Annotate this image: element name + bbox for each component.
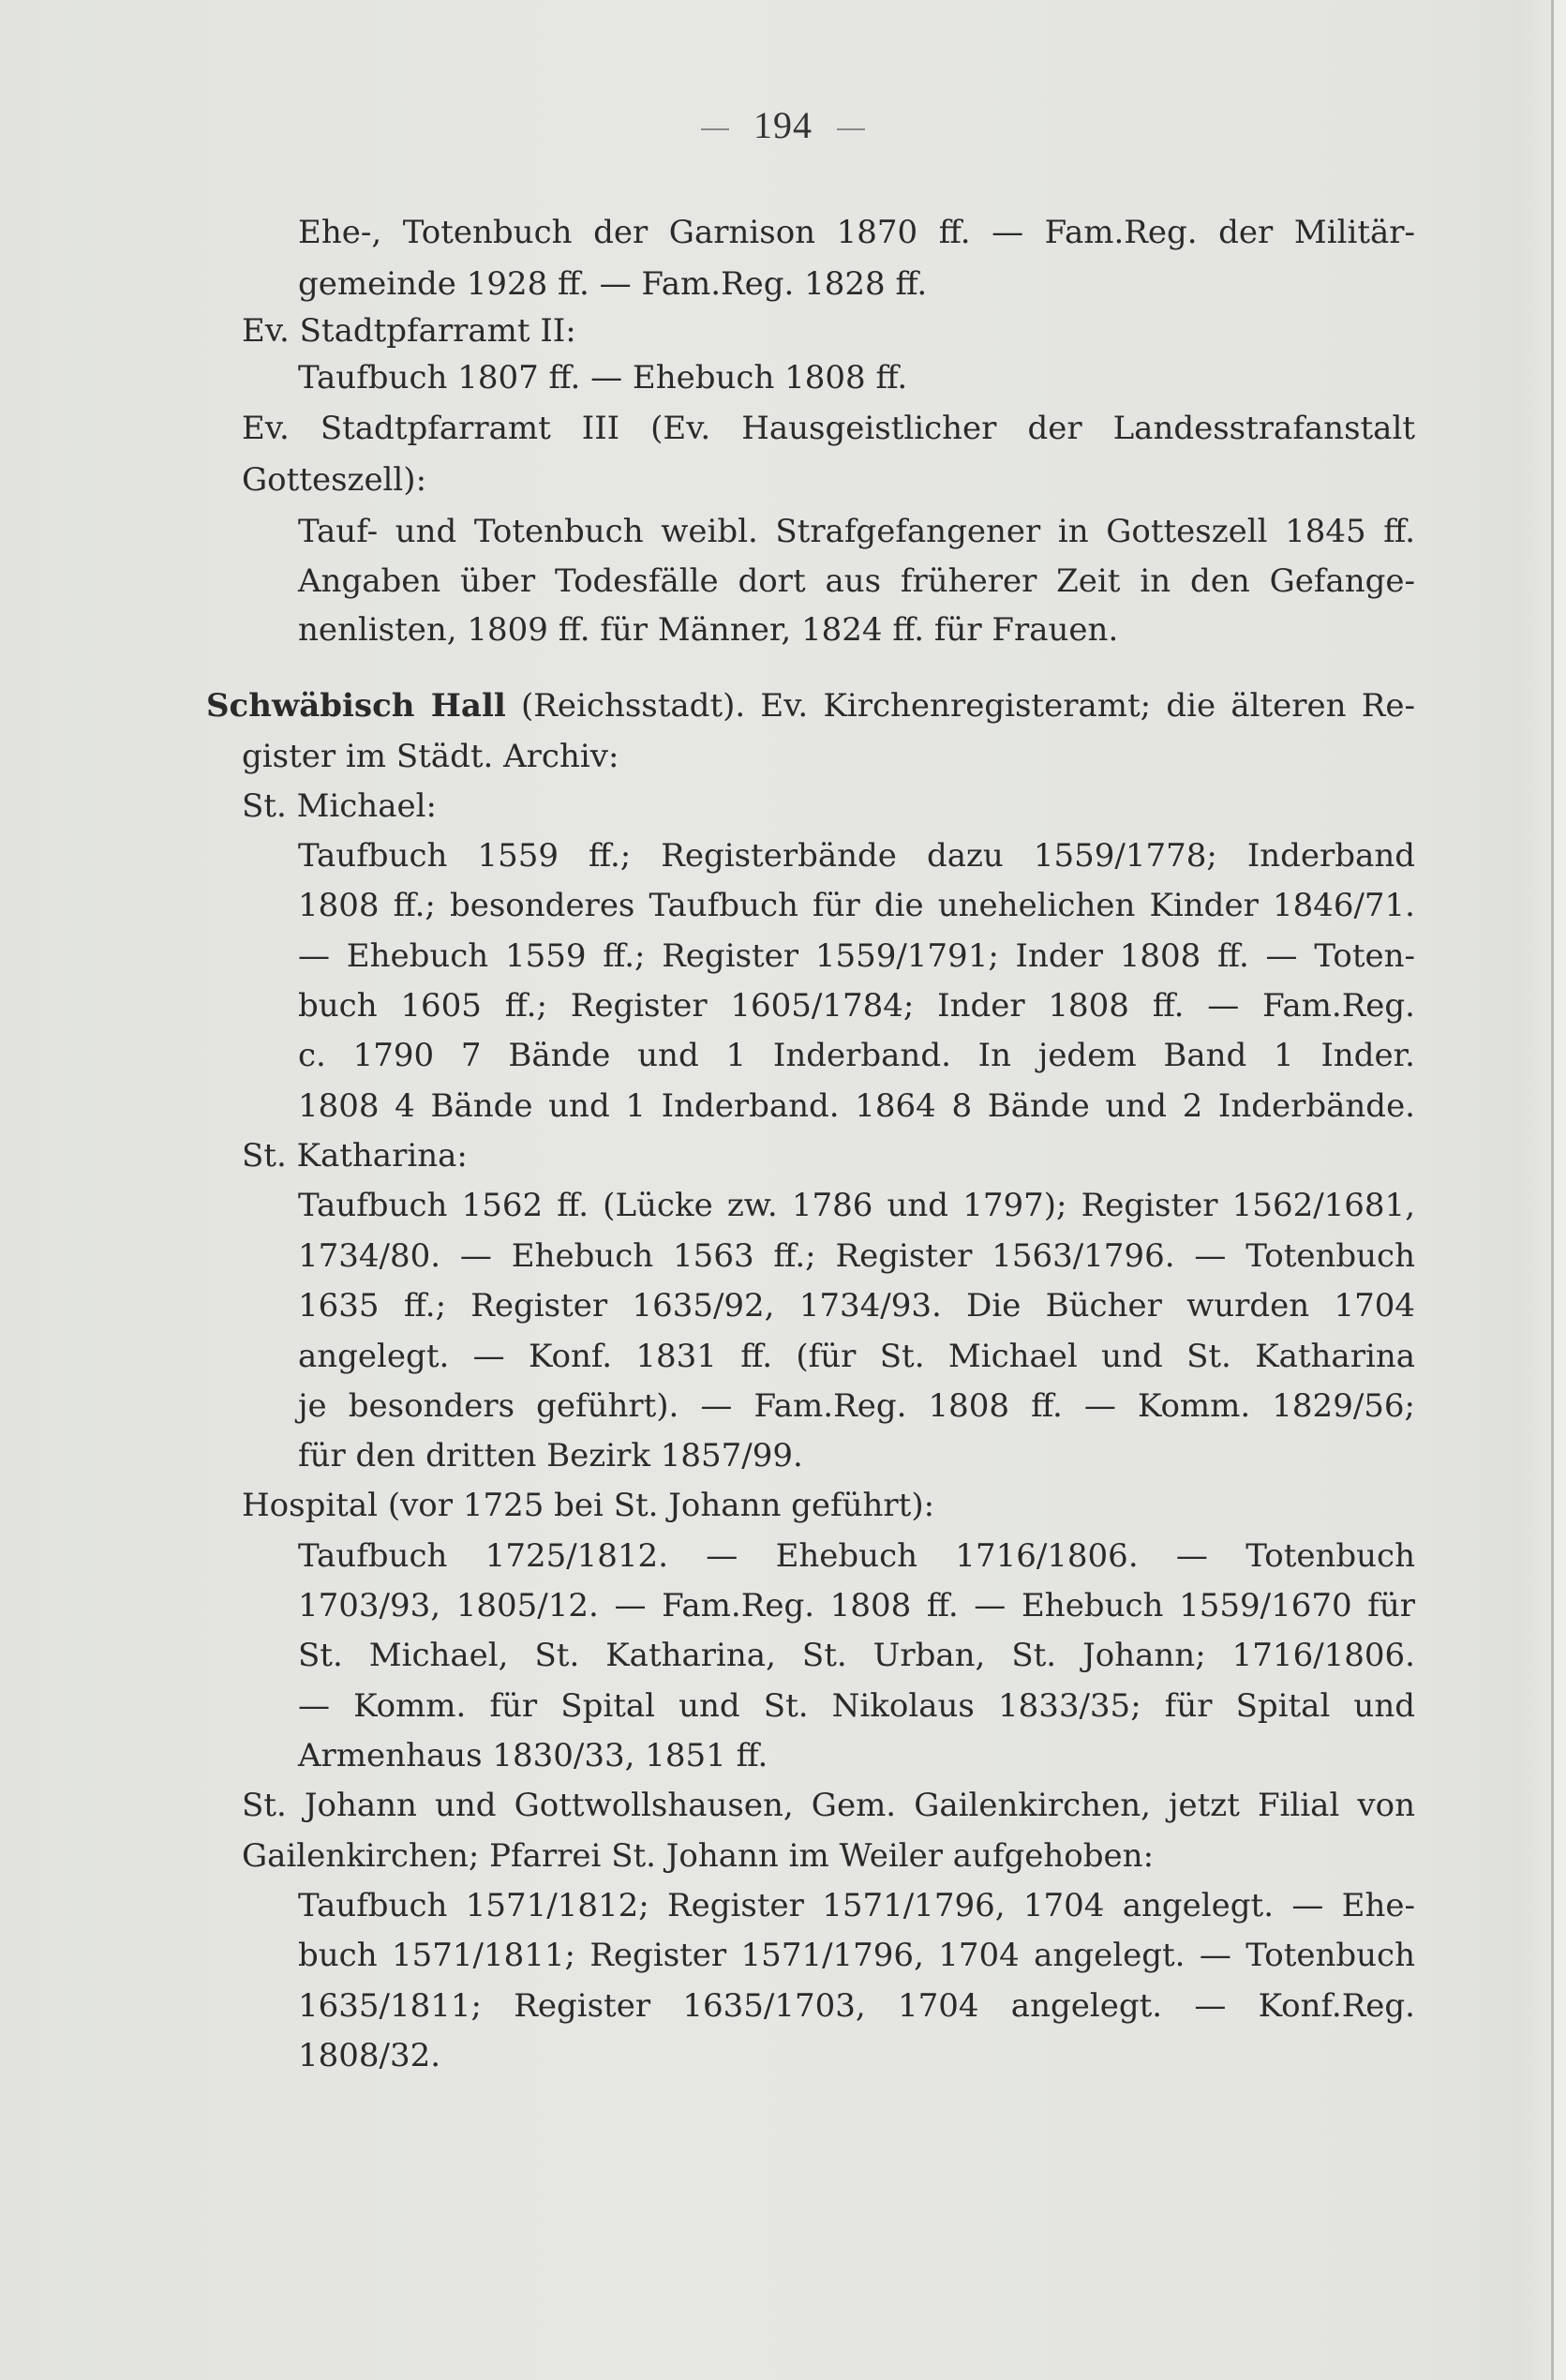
text-line-st-katharina: je besonders geführt). — Fam.Reg. 1808 ff. — Komm. 1829/56; [298,1387,1415,1425]
page-number-dash-left [701,128,729,130]
text-line-st-katharina: angelegt. — Konf. 1831 ff. (für St. Michael und St. Katharina [298,1338,1415,1375]
text-line-st-johann: buch 1571/1811; Register 1571/1796, 1704 angelegt. — Totenbuch [298,1937,1415,1974]
text-line-st-michael: 1808 ff.; besonderes Taufbuch für die unehelichen Kinder 1846/71. [298,887,1415,924]
text-line-st-michael: c. 1790 7 Bände und 1 Inderband. In jedem Band 1 Inder. [298,1037,1415,1074]
text-line-schwaebisch-hall [206,687,1415,725]
text-line-st-katharina: 1635 ff.; Register 1635/92, 1734/93. Die Bücher wurden 1704 [298,1287,1415,1325]
text-line-st-johann: 1808/32. [298,2037,441,2074]
text-line-stadtpfarramt-2: Ev. Stadtpfarramt II: [242,312,576,350]
text-line-st-michael: 1808 4 Bände und 1 Inderband. 1864 8 Bände und 2 Inderbände. [298,1087,1415,1125]
text-line-stadtpfarramt-3: Ev. Stadtpfarramt III (Ev. Hausgeistlicher der Landesstrafanstalt [242,410,1415,447]
text-line-st-johann: 1635/1811; Register 1635/1703, 1704 angelegt. — Konf.Reg. [298,1987,1415,2025]
text-line-hospital: Taufbuch 1725/1812. — Ehebuch 1716/1806. — Totenbuch [298,1537,1415,1575]
text-line-stadtpfarramt-2: Taufbuch 1807 ff. — Ehebuch 1808 ff. [298,359,908,397]
text-line-schwaebisch-hall: gister im Städt. Archiv: [242,738,619,775]
text-line-st-michael: buch 1605 ff.; Register 1605/1784; Inder 1808 ff. — Fam.Reg. [298,987,1415,1025]
page-number [0,103,1566,147]
text-line-garnison-cont: Ehe-, Totenbuch der Garnison 1870 ff. — Fam.Reg. der Militär- [298,214,1415,251]
text-line-st-michael: — Ehebuch 1559 ff.; Register 1559/1791; Inder 1808 ff. — Toten- [298,937,1415,975]
text-line-hospital: — Komm. für Spital und St. Nikolaus 1833/35; für Spital und [298,1687,1415,1725]
text-line-hospital: Hospital (vor 1725 bei St. Johann geführt): [242,1487,935,1524]
page-edge-strip [1554,0,1566,2380]
text-line-st-johann: St. Johann und Gottwollshausen, Gem. Gailenkirchen, jetzt Filial von [242,1787,1415,1824]
text-line-st-johann: Taufbuch 1571/1812; Register 1571/1796, 1704 angelegt. — Ehe- [298,1887,1415,1924]
page-number-dash-right [837,128,865,130]
text-line-st-katharina: für den dritten Bezirk 1857/99. [298,1437,803,1474]
text-line-garnison-cont: gemeinde 1928 ff. — Fam.Reg. 1828 ff. [298,265,928,303]
place-heading: Schwäbisch Hall [206,687,506,725]
text-line-content: (Reichsstadt). Ev. Kirchenregisteramt; die älteren Re- [505,687,1415,725]
page-number-text: 194 [753,104,813,146]
text-line-stadtpfarramt-3: Tauf- und Totenbuch weibl. Strafgefangener in Gotteszell 1845 ff. [298,513,1415,550]
text-line-hospital: 1703/93, 1805/12. — Fam.Reg. 1808 ff. — Ehebuch 1559/1670 für [298,1587,1415,1624]
text-line-st-katharina: Taufbuch 1562 ff. (Lücke zw. 1786 und 1797); Register 1562/1681, [298,1187,1415,1224]
text-line-stadtpfarramt-3: Angaben über Todesfälle dort aus früherer Zeit in den Gefange- [298,562,1415,600]
text-line-hospital: Armenhaus 1830/33, 1851 ff. [298,1737,768,1774]
text-line-st-katharina: St. Katharina: [242,1137,468,1175]
text-line-stadtpfarramt-3: nenlisten, 1809 ff. für Männer, 1824 ff. für Frauen. [298,611,1119,649]
text-line-st-michael: Taufbuch 1559 ff.; Registerbände dazu 1559/1778; Inderband [298,837,1415,875]
text-line-stadtpfarramt-3: Gotteszell): [242,461,427,499]
text-line-st-johann: Gailenkirchen; Pfarrei St. Johann im Weiler aufgehoben: [242,1837,1155,1875]
text-line-st-michael: St. Michael: [242,787,437,825]
text-line-hospital: St. Michael, St. Katharina, St. Urban, St. Johann; 1716/1806. [298,1637,1415,1674]
text-line-st-katharina: 1734/80. — Ehebuch 1563 ff.; Register 1563/1796. — Totenbuch [298,1237,1415,1275]
